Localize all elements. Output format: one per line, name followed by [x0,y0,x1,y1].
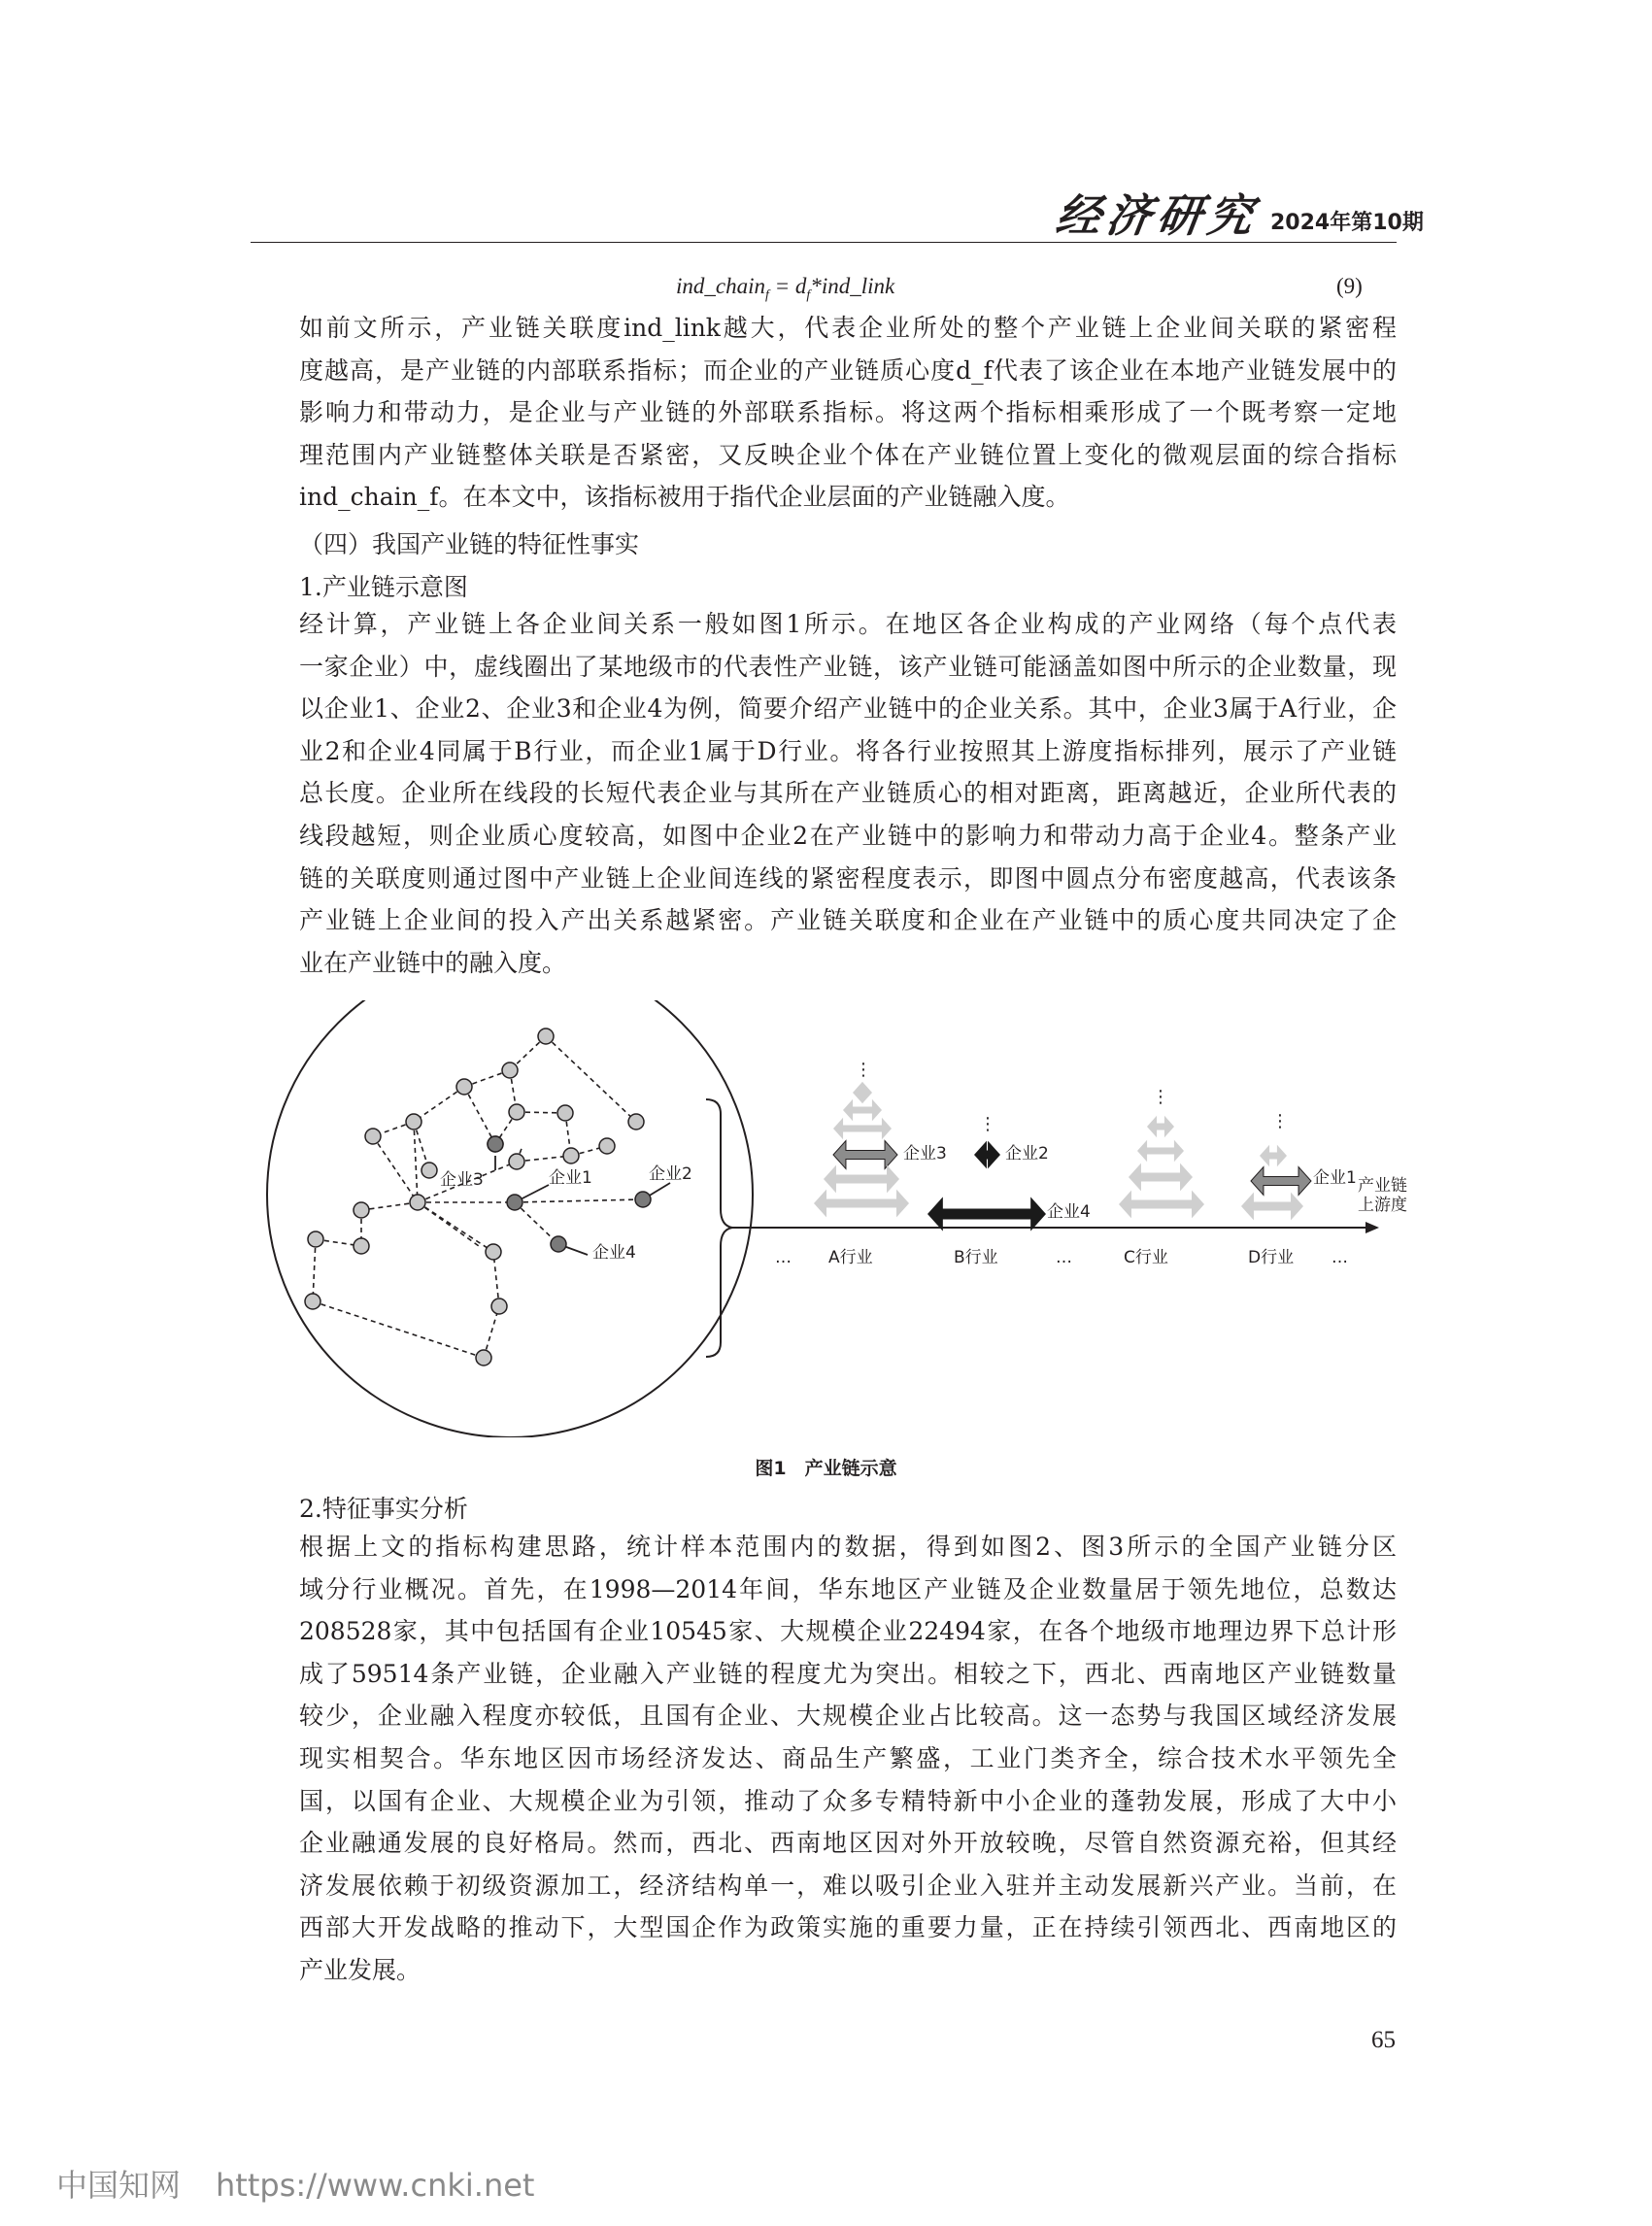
text-line: 产业发展。 [299,1955,421,1984]
journal-logo: 经济研究 [1052,189,1263,242]
bar [1119,1191,1204,1219]
bar-label-e3: 企业3 [903,1144,947,1164]
text-line: 线段越短，则企业质心度较高，如图中企业2在产业链中的影响力和带动力高于企业4。整条产业 [299,821,1397,850]
bar [824,1165,899,1194]
header-rule [251,242,1397,243]
bar [814,1190,909,1218]
bar [833,1118,892,1139]
bar-label-e2: 企业2 [1005,1144,1049,1164]
ellipsis-c: ⋮ [1152,1087,1169,1107]
axis-label-1: 产业链 [1358,1176,1407,1196]
text-line: 现实相契合。华东地区因市场经济发达、商品生产繁盛，工业门类齐全，综合技术水平领先全 [299,1743,1397,1772]
text-line: 业2和企业4同属于B行业，而企业1属于D行业。将各行业按照其上游度指标排列，展示了产业链 [299,736,1397,765]
issue-label: 2024年第10期 [1270,211,1424,235]
industry-label: … [775,1248,792,1267]
node-enterprise-4 [551,1236,566,1252]
axis-label-2: 上游度 [1358,1196,1407,1215]
text-line: 国，以国有企业、大规模企业为引领，推动了众多专精特新中小企业的蓬勃发展，形成了大中小 [299,1786,1397,1815]
text-line: 企业融通发展的良好格局。然而，西北、西南地区因对外开放较晚，尽管自然资源充裕，但其经 [299,1829,1397,1858]
label-e2: 企业2 [649,1164,692,1184]
watermark-url: https://www.cnki.net [216,2167,535,2204]
text-line: 一家企业）中，虚线圈出了某地级市的代表性产业链，该产业链可能涵盖如图中所示的企业数量，现 [299,652,1397,681]
ellipsis-d: ⋮ [1271,1111,1289,1131]
bar [1260,1145,1287,1166]
label-e3: 企业3 [440,1170,484,1190]
text-line: 域分行业概况。首先，在1998—2014年间，华东地区产业链及企业数量居于领先地位，总数达 [299,1574,1397,1603]
watermark [56,2161,534,2206]
ellipsis-b: ⋮ [979,1114,996,1134]
text-line: 根据上文的指标构建思路，统计样本范围内的数据，得到如图2、图3所示的全国产业链分区 [299,1533,1397,1561]
bar-label-e4: 企业4 [1047,1202,1091,1222]
bar-enterprise-1 [1251,1167,1311,1196]
ellipsis-a: ⋮ [855,1060,872,1080]
text-line: 影响力和带动力，是企业与产业链的外部联系指标。将这两个指标相乘形成了一个既考察一定地 [299,398,1397,427]
figure-1 [243,1000,1408,1437]
text-line: 以企业1、企业2、企业3和企业4为例，简要介绍产业链中的企业关系。其中，企业3属于A行业，企 [299,694,1397,724]
bar [1147,1116,1174,1137]
text-line: 经计算，产业链上各企业间关系一般如图1所示。在地区各企业构成的产业网络（每个点代表 [299,610,1397,638]
equation-9: ind_chain$_f$ = $d_f*ind\_link$ [676,274,895,303]
bar-enterprise-4 [927,1197,1046,1231]
text-line: 208528家，其中包括国有企业10545家、大规模企业22494家，在各个地级市地理边界下总计形 [299,1617,1397,1646]
node-enterprise-3 [488,1136,503,1152]
subsection-heading: 2.特征事实分析 [299,1495,468,1523]
equation-number: (9) [1336,274,1363,298]
label-e4: 企业4 [592,1243,636,1263]
subsection-heading: 1.产业链示意图 [299,573,468,601]
industry-label: A行业 [828,1248,873,1267]
text-line: 成了59514条产业链，企业融入产业链的程度尤为突出。相较之下，西北、西南地区产业链数量 [299,1659,1397,1688]
bar [1129,1164,1193,1192]
text-line: 西部大开发战略的推动下，大型国企作为政策实施的重要力量，正在持续引领西北、西南地区的 [299,1913,1397,1942]
bar [1241,1193,1303,1221]
node-enterprise-1 [507,1195,523,1210]
text-line: ind_chain_f。在本文中，该指标被用于指代企业层面的产业链融入度。 [299,483,1070,512]
text-line: 链的关联度则通过图中产业链上企业间连线的紧密程度表示，即图中圆点分布密度越高，代表该条 [299,863,1397,893]
network-links [313,1036,643,1358]
industry-label: … [1332,1248,1348,1267]
bar-enterprise-3 [833,1141,897,1169]
section-heading: （四）我国产业链的特征性事实 [299,530,640,558]
industry-label: B行业 [954,1248,998,1267]
text-line: 度越高，是产业链的内部联系指标；而企业的产业链质心度d_f代表了该企业在本地产业链发展中的 [299,355,1397,385]
paragraph-2 [251,603,1397,984]
text-line: 产业链上企业间的投入产出关系越紧密。产业链关联度和企业在产业链中的质心度共同决定了企 [299,906,1397,935]
text-line: 济发展依赖于初级资源加工，经济结构单一，难以吸引企业入驻并主动发展新兴产业。当前，在 [299,1871,1397,1900]
text-line: 理范围内产业链整体关联是否紧密，又反映企业个体在产业链位置上变化的微观层面的综合指标 [299,440,1397,469]
industry-label: C行业 [1124,1248,1168,1267]
text-line: 业在产业链中的融入度。 [299,948,567,977]
page-number: 65 [1371,2027,1396,2053]
paragraph-1 [251,307,1397,519]
industry-label: D行业 [1248,1248,1295,1267]
watermark-site: 中国知网 [56,2167,182,2204]
text-line: 总长度。企业所在线段的长短代表企业与其所在产业链质心的相对距离，距离越近，企业所代表的 [299,779,1397,808]
bar-enterprise-2 [974,1141,1000,1169]
industry-label: … [1056,1248,1072,1267]
figure-caption: 图1 产业链示意 [755,1458,897,1479]
bar [1137,1140,1184,1162]
bar [853,1082,872,1103]
label-e1: 企业1 [549,1168,592,1188]
text-line: 如前文所示，产业链关联度ind_link越大，代表企业所处的整个产业链上企业间关联的紧密程 [299,314,1397,342]
bar-label-e1: 企业1 [1313,1168,1357,1188]
paragraph-3 [251,1526,1397,1992]
text-line: 较少，企业融入程度亦较低，且国有企业、大规模企业占比较高。这一态势与我国区域经济发展 [299,1702,1397,1731]
node-enterprise-2 [635,1192,651,1207]
